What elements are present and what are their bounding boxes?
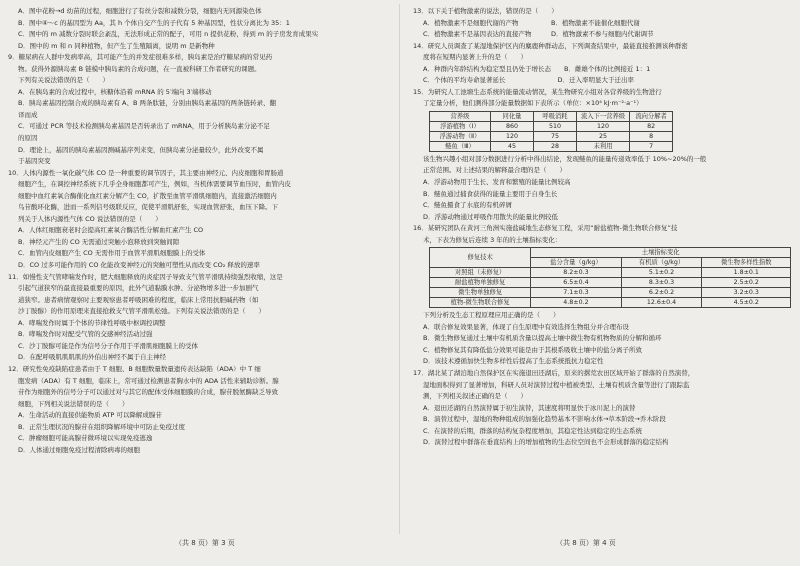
table-cell: 120 (577, 121, 630, 131)
questions-13-15 (413, 6, 789, 110)
answer-option: A．种群内年龄结构为稳定型且仍处于增长态 B．雌雄个体的比例接近 1：1 (423, 64, 651, 73)
question-text-line: 正常范围。对上述结果的解释最合理的是（ ） (423, 166, 566, 175)
table-cell: 75 (534, 131, 577, 141)
table-cell: 植物-微生物联合修复 (430, 298, 531, 308)
question-stem: 14．研究人员调查了某湿地保护区内的麋鹿种群动态，下列调查结果中，最能直接推测该种群密 (413, 41, 688, 50)
answer-option: B．微生物修复通过土壤中有机质含量以提高土壤中微生物有机物物质的分解和循环 (423, 334, 662, 343)
table-cell: 7.1±0.3 (531, 288, 621, 298)
energy-table-header-row (430, 111, 673, 121)
table-header-cell: 盐分含量（g/kg） (531, 258, 621, 268)
table-row (430, 298, 791, 308)
questions-16-17 (413, 310, 789, 449)
question-stem: 16．某研究团队在黄河三角洲实施盐碱地生态修复工程，采用“耐盐植物-微生物联合修复”技 (413, 224, 678, 233)
table-cell: 8.3±0.3 (621, 278, 702, 288)
answer-option: D．该技术遵循加快生物多样性后提高了生态系统抵抗力稳定性 (423, 357, 604, 366)
table-cell: 耐盐植物单独修复 (430, 278, 531, 288)
question-stem: 17．湖北某了湖泊地自然保护区在实施退田还湖后，原来的撂荒农田区域开始了群落的自然演替， (413, 369, 695, 378)
table-cell: 6.2±0.2 (621, 288, 702, 298)
table-header-cell: 流入下一营养级 (577, 111, 630, 121)
table-cell: 3.2±0.3 (702, 288, 791, 298)
question-text-line: 该生物兴趣小组对部分数据进行分析中得出结论，发现鲢鱼的能量传递效率低于 10%~20%的一般 (423, 154, 707, 163)
table-row (430, 121, 673, 131)
answer-option: C．图中的 m 减数分裂时联会紊乱，无法形成正常的配子，可用 n 提供花粉，得到 m 的子房发育成果实 (18, 30, 319, 39)
question-text-line: 引起气道狭窄的最直接最重要的原因，此外气道黏膜水肿、分泌物增多进一步加剧气 (18, 284, 259, 293)
answer-option: A．浮游动物用于生长、发育和繁殖的能量比例较高 (423, 178, 571, 187)
table-cell: 28 (534, 141, 577, 151)
question-text-line: 湿地面积得到了显著增加，科研人员对演替过程中植被类型、土壤有机质含量等进行了跟踪监 (423, 380, 690, 389)
answer-option: A．图中花粉→d 幼苗的过程，细胞进行了有丝分裂和减数分裂，细胞内无同源染色体 (18, 7, 262, 15)
table-cell: 7 (630, 141, 673, 151)
answer-option: A．生命活动的直接供能物质 ATP 可以降解成腺苷 (18, 411, 162, 420)
answer-option: D．演替过程中群落在垂直结构上的增加植物的生态位空间也不会形成群落的稳定结构 (423, 438, 669, 447)
page-footer-right: （共 8 页）第 4 页 (556, 539, 616, 547)
question-text-line: 列关于人体内源性气体 CO 说法错误的是（ ） (18, 214, 162, 223)
answer-option: 的原因 (18, 134, 38, 143)
question-stem: 10．人体内源性一氧化碳气体 CO 是一种重要的调节因子，其主要由神经元、内皮细胞和胃肠道 (8, 168, 284, 177)
table-cell: 4.5±0.2 (702, 298, 791, 308)
answer-option: C．沙丁胺醇可能是作为信号分子作用于平滑肌细胞膜上的受体 (18, 341, 199, 350)
page-divider (399, 4, 400, 534)
questions-15-16 (413, 154, 789, 246)
table-cell: 微生物单独修复 (430, 288, 531, 298)
answer-option: C．血管内皮细胞产生 CO 无需作用于血管平滑肌细胞膜上的受体 (18, 249, 206, 258)
answer-option: B．神经元产生的 CO 无需通过突触小泡释放到突触间隙 (18, 237, 180, 246)
table-cell: 4.8±0.2 (531, 298, 621, 308)
question-text-line: 沙丁胺醇）的作用原理来直接抢救支气管平滑肌松弛。下列有关说法错误的是（ ） (18, 307, 265, 316)
answer-option: C．肿瘤细胞可能高腺苷微环境以实现免疫逃逸 (18, 434, 153, 443)
question-text-line: 鸟苷酸环化酶，进而一系列信号级联反应，促使平滑肌舒张，实现血管舒张，血压下降。下 (18, 203, 278, 212)
table-cell: 未利用 (577, 141, 630, 151)
table-cell: 浮游动物（Ⅱ） (430, 131, 491, 141)
table-cell: 浮游植物（Ⅰ） (430, 121, 491, 131)
answer-option: B．鲢鱼通过捕食获得的能量主要用于自身生长 (423, 189, 558, 198)
question-stem: 12．研究性免疫缺陷症患者由于 T 细胞、B 细胞数量数量遗传表达缺陷（ADA）中 T 细 (8, 364, 261, 373)
question-text-line: 物。获得外源胰岛素 B 链模中胰岛素的合成问题，在一直被科研工作者研究的课题。 (18, 64, 261, 73)
answer-option: 于基因突变 (18, 157, 51, 166)
table-row (430, 288, 791, 298)
table-cell: 8 (630, 131, 673, 141)
table-cell: 120 (491, 131, 534, 141)
table-header-cell: 流向分解者 (630, 111, 673, 121)
question-text-line: 下列分析及生态工程原理应用正确的是（ ） (423, 311, 560, 320)
energy-flow-table (429, 111, 673, 152)
table-cell: 8.2±0.3 (531, 268, 621, 278)
question-text-line: 细胞中血红素氧合酶催化血红素分解产生 CO，扩散至血管平滑肌细胞内，直接激活细胞内 (18, 191, 277, 200)
question-text-line: 了定量分析，他们测得部分能量数据如下表所示（单位：×10⁴ kJ·m⁻²·a⁻¹） (423, 99, 643, 108)
table-cell: 鲢鱼（Ⅲ） (430, 141, 491, 151)
table-cell: 6.5±0.4 (531, 278, 621, 288)
table-row (430, 131, 673, 141)
question-stem: 11．如慢性支气管哮喘发作时，肥大细胞释放的炎症因子导致支气管平滑肌持续强烈收缩，这是 (8, 272, 283, 281)
table-header-cell: 呼吸消耗 (534, 111, 577, 121)
answer-option: D．在配呼吸肌肌肌肌的外伯出神经不属于自主神经 (18, 353, 167, 362)
table-row (430, 278, 791, 288)
answer-option: D．浮游动物通过呼吸作用散失的能量比例较低 (423, 212, 559, 221)
soil-table-header-row (430, 248, 791, 258)
table-row (430, 141, 673, 151)
answer-option: A．在胰岛素的合成过程中，核糖体沿着 mRNA 的 5′端向 3′端移动 (18, 87, 212, 96)
question-text-line: 下列有关说法错误的是（ ） (18, 76, 109, 85)
question-text-line: 细胞，下列相关说法错误的是（ ） (18, 399, 129, 408)
question-text-line: 术，下表为修复后连续 3 年的的土壤指标变化： (423, 235, 562, 244)
table-header-cell: 微生物多样性指数 (702, 258, 791, 268)
answer-option: C．鲢鱼摄食了水底的有机碎屑 (423, 201, 513, 210)
answer-option: 译而成 (18, 110, 38, 119)
answer-option: D．理论上，基因的胰岛素基因测碱基序列来变，但胰岛素分泌量较少，此外改变不属 (18, 145, 264, 154)
table-cell: 12.6±0.4 (621, 298, 702, 308)
question-text-line: 细胞产生，在调控神经系统下几乎全身细胞都可产生，例如，当机体需要调节血压时，血管内皮 (18, 180, 291, 189)
answer-option: C．植物修复其有降低盐分效果可能是由于其根系吸收土壤中的盐分离子所致 (423, 345, 643, 354)
answer-option: A．退田还湖的自然演替属于初生演替，其速度将明显快于冰川泥上的演替 (423, 403, 636, 412)
table-cell: 82 (630, 121, 673, 131)
table-cell: 860 (491, 121, 534, 131)
table-row (430, 268, 791, 278)
table-cell: 对照组（未修复） (430, 268, 531, 278)
answer-option: D．CO 过多可能作用的 CO 化能改变神经元的突触可塑性从而改变 CO₂ 释放的速率 (18, 261, 260, 270)
answer-option: B．哮喘发作时对配受气管的交感神经活动过强 (18, 330, 153, 339)
question-stem: 9．糖尿病在人群中发病率高，其可能产生的并发症很难多样，胰岛素是治疗糖尿病的常见药 (8, 53, 273, 62)
answer-option: B．正常生理状况的腺苷在组织降解环境中可防止免疫过度 (18, 422, 185, 431)
question-stem: 13．以下关于植物激素的说法，错误的是（ ） (413, 7, 558, 15)
question-text-line: 胞发病（ADA）有 T 细胞，临床上，常可通过检测患者胸水中的 ADA 活性来辅助诊断。腺 (18, 376, 279, 385)
answer-option: A．哮喘发作时属于个体的节律性呼吸中枢调控调整 (18, 318, 166, 327)
answer-option: C．个体的平均寿命显著延长 D．迁入率明显大于迁出率 (423, 76, 635, 85)
question-text-line: 测，下列相关叙述正确的是（ ） (423, 392, 527, 401)
table-header-cell: 有机质（g/kg） (621, 258, 702, 268)
table-cell: 1.8±0.1 (702, 268, 791, 278)
table-cell: 5.1±0.2 (621, 268, 702, 278)
table-group-header: 土壤指标变化 (531, 248, 791, 258)
table-cell: 25 (577, 131, 630, 141)
table-header-cell: 同化量 (491, 111, 534, 121)
table-header-cell: 修复技术 (430, 248, 531, 268)
answer-option: D．图中的 m 和 n 同种植物，但产生了生殖隔离，说明 m 是新物种 (18, 41, 215, 50)
question-stem: 15．为研究人工池塘生态系统的能量流动情况，某生物研究小组对各营养级的生物进行 (413, 87, 662, 96)
question-text-line: 苷作为细胞外的信号分子可以通过对与其它的配体受体细胞膜的合成，腺苷脱氨酶缺乏导致 (18, 388, 278, 397)
answer-option: C．植物激素不是基因表达的直接产物 D．植物激素不参与细胞内代谢调节 (423, 30, 654, 39)
answer-option: A．联合修复效果显著，体现了自生原理中有效选择生物组分并合理布设 (423, 322, 629, 331)
answer-option: C．可通过 PCR 等技术检测胰岛素基因是否转录出了 mRNA，用于分析胰岛素分泌不足 (18, 122, 270, 131)
answer-option: D．人体通过细胞免疫过程清除病毒的细胞 (18, 445, 141, 454)
right-page-column (413, 6, 789, 449)
question-text-line: 道狭窄。患者病情观察时主要观察患者呼吸困难的程度，临床上常用抗胆碱药物（如 (18, 295, 259, 304)
left-page-column (8, 6, 384, 456)
answer-option: A．植物激素不是细胞代谢的产物 B．植物激素不能催化细胞代谢 (423, 18, 640, 27)
answer-option: B．胰岛素基因控制合成的胰岛素有 A、B 两条肽链，分别由胰岛素基因的两条链转录、翻 (18, 99, 276, 108)
question-text-line: 度将在短期内显著上升的是（ ） (423, 53, 527, 62)
answer-option: C．在演替的后期，群落的结构复杂程度增加，其稳定性达到稳定的生态系统 (423, 426, 643, 435)
table-header-cell: 营养级 (430, 111, 491, 121)
answer-option: B．图中④～c 的基因型为 Aa，其 h 个体自交产生的子代有 5 种基因型，性状分离比为 35：1 (18, 18, 290, 27)
soil-remediation-table (429, 247, 791, 308)
table-cell: 510 (534, 121, 577, 131)
answer-option: A．人体红细胞衰老时会提高红素氧合酶活性分解血红素产生 CO (18, 226, 204, 235)
table-cell: 2.5±0.2 (702, 278, 791, 288)
table-cell: 45 (491, 141, 534, 151)
page-footer-left: （共 8 页）第 3 页 (175, 539, 235, 547)
answer-option: B．演替过程中，湿地的物种组成的加强化趋势基本不影响水体→草本阶段→乔木阶段 (423, 415, 666, 424)
